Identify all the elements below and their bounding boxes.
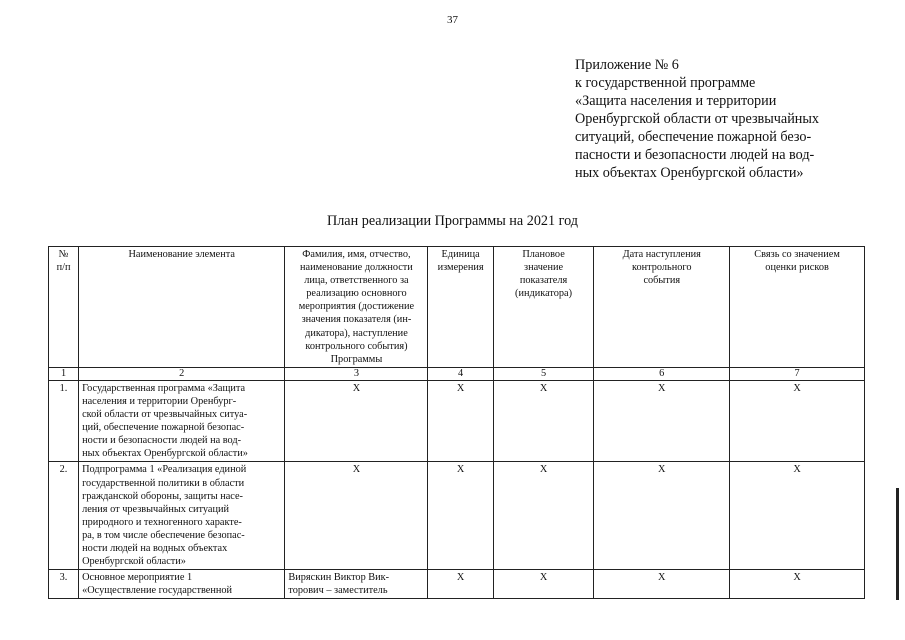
column-number: 3 [285,367,428,380]
row-element-name [79,380,285,462]
row-responsible [285,462,428,570]
row-control-date: Х [594,462,730,570]
cell-line: ра, в том числе обеспечение безопас- [82,529,245,541]
appendix-line: пасности и безопасности людей на вод- [575,147,815,163]
appendix-line: Оренбургской области от чрезвычайных [575,111,820,127]
row-plan-value: Х [493,380,594,462]
cell-line: Подпрограмма 1 «Реализация единой [82,464,247,476]
header-line: Плановое [522,249,565,260]
cell-line: торович – заместитель [288,585,388,597]
cell-line: Х [352,464,361,476]
header-line: значения показателя (ин- [301,314,412,326]
header-line: контрольного события) [305,340,408,352]
cell-line: ской области от чрезвычайных ситуа- [82,409,248,421]
header-cell-responsible [285,247,428,368]
column-number-row [49,367,865,380]
table-row [49,462,865,570]
row-number: 2. [49,462,79,570]
header-cell-element-name [79,247,285,368]
appendix-line: ситуаций, обеспечение пожарной безо- [575,129,812,145]
header-cell-number [49,247,79,368]
column-number: 4 [428,367,493,380]
header-cell-unit [428,247,493,368]
appendix-line: Приложение № 6 [575,57,679,73]
cell-line: Виряскин Виктор Вик- [288,572,390,584]
header-line: Единица [441,249,480,260]
cell-line: Оренбургской области» [82,556,186,568]
table-header-row [49,247,865,368]
header-line: № [58,249,69,260]
cell-line: ности людей на водных объектах [82,542,228,554]
cell-line: природного и техногенного характе- [82,516,242,528]
header-line: Программы [330,353,383,365]
row-responsible [285,570,428,599]
scan-edge-mark [896,488,899,600]
row-risk-link: Х [730,380,865,462]
header-line: Дата наступления [622,249,701,260]
appendix-header [575,56,875,182]
header-line: дикатора), наступление [305,327,408,339]
row-plan-value: Х [493,462,594,570]
row-control-date: Х [594,380,730,462]
header-line: Связь со значением [754,249,840,260]
row-element-name [79,462,285,570]
header-line: (индикатора) [515,288,573,300]
header-line: Фамилия, имя, отчество, [302,249,411,260]
column-number: 7 [730,367,865,380]
header-line: показателя [519,275,568,287]
cell-line: ных объектах Оренбургской области» [82,448,248,460]
document-title: План реализации Программы на 2021 год [326,213,579,229]
row-plan-value: Х [493,570,594,599]
cell-line: Х [352,382,361,394]
row-unit: Х [428,570,493,599]
cell-line: ления от чрезвычайных ситуаций [82,503,230,515]
appendix-line: «Защита населения и территории [575,93,777,109]
header-line: измерения [437,262,484,274]
appendix-line: к государственной программе [575,75,756,91]
header-line: реализацию основного [306,288,407,300]
cell-line: государственной политики в области [82,477,245,489]
row-control-date: Х [594,570,730,599]
cell-line: населения и территории Оренбург- [82,395,237,407]
appendix-line: ных объектах Оренбургской области» [575,165,804,181]
row-number: 1. [49,380,79,462]
column-number: 1 [49,367,79,380]
row-risk-link: Х [730,462,865,570]
column-number: 2 [79,367,285,380]
header-line: Наименование элемента [128,249,235,260]
row-element-name [79,570,285,599]
header-line: п/п [56,262,71,274]
row-number: 3. [49,570,79,599]
cell-line: Государственная программа «Защита [82,382,246,394]
column-number: 5 [493,367,594,380]
header-line: мероприятия (достижение [298,301,415,313]
cell-line: ности и безопасности людей на вод- [82,435,242,447]
cell-line: ций, обеспечение пожарной безопас- [82,422,245,434]
row-unit: Х [428,462,493,570]
header-line: лица, ответственного за [304,275,409,287]
header-line: события [643,275,681,287]
table-row [49,380,865,462]
header-cell-risk-link [730,247,865,368]
header-cell-plan-value [493,247,594,368]
header-line: оценки рисков [765,262,829,274]
header-cell-control-date [594,247,730,368]
header-line: наименование должности [300,262,413,274]
table-row [49,570,865,599]
cell-line: Основное мероприятие 1 [82,572,193,584]
header-line: контрольного [631,262,692,274]
row-unit: Х [428,380,493,462]
cell-line: «Осуществление государственной [82,585,233,597]
column-number: 6 [594,367,730,380]
page-number: 37 [447,14,458,26]
header-line: значение [524,262,564,274]
cell-line: гражданской обороны, защиты насе- [82,490,243,502]
plan-table [48,246,865,599]
row-responsible [285,380,428,462]
row-risk-link: Х [730,570,865,599]
